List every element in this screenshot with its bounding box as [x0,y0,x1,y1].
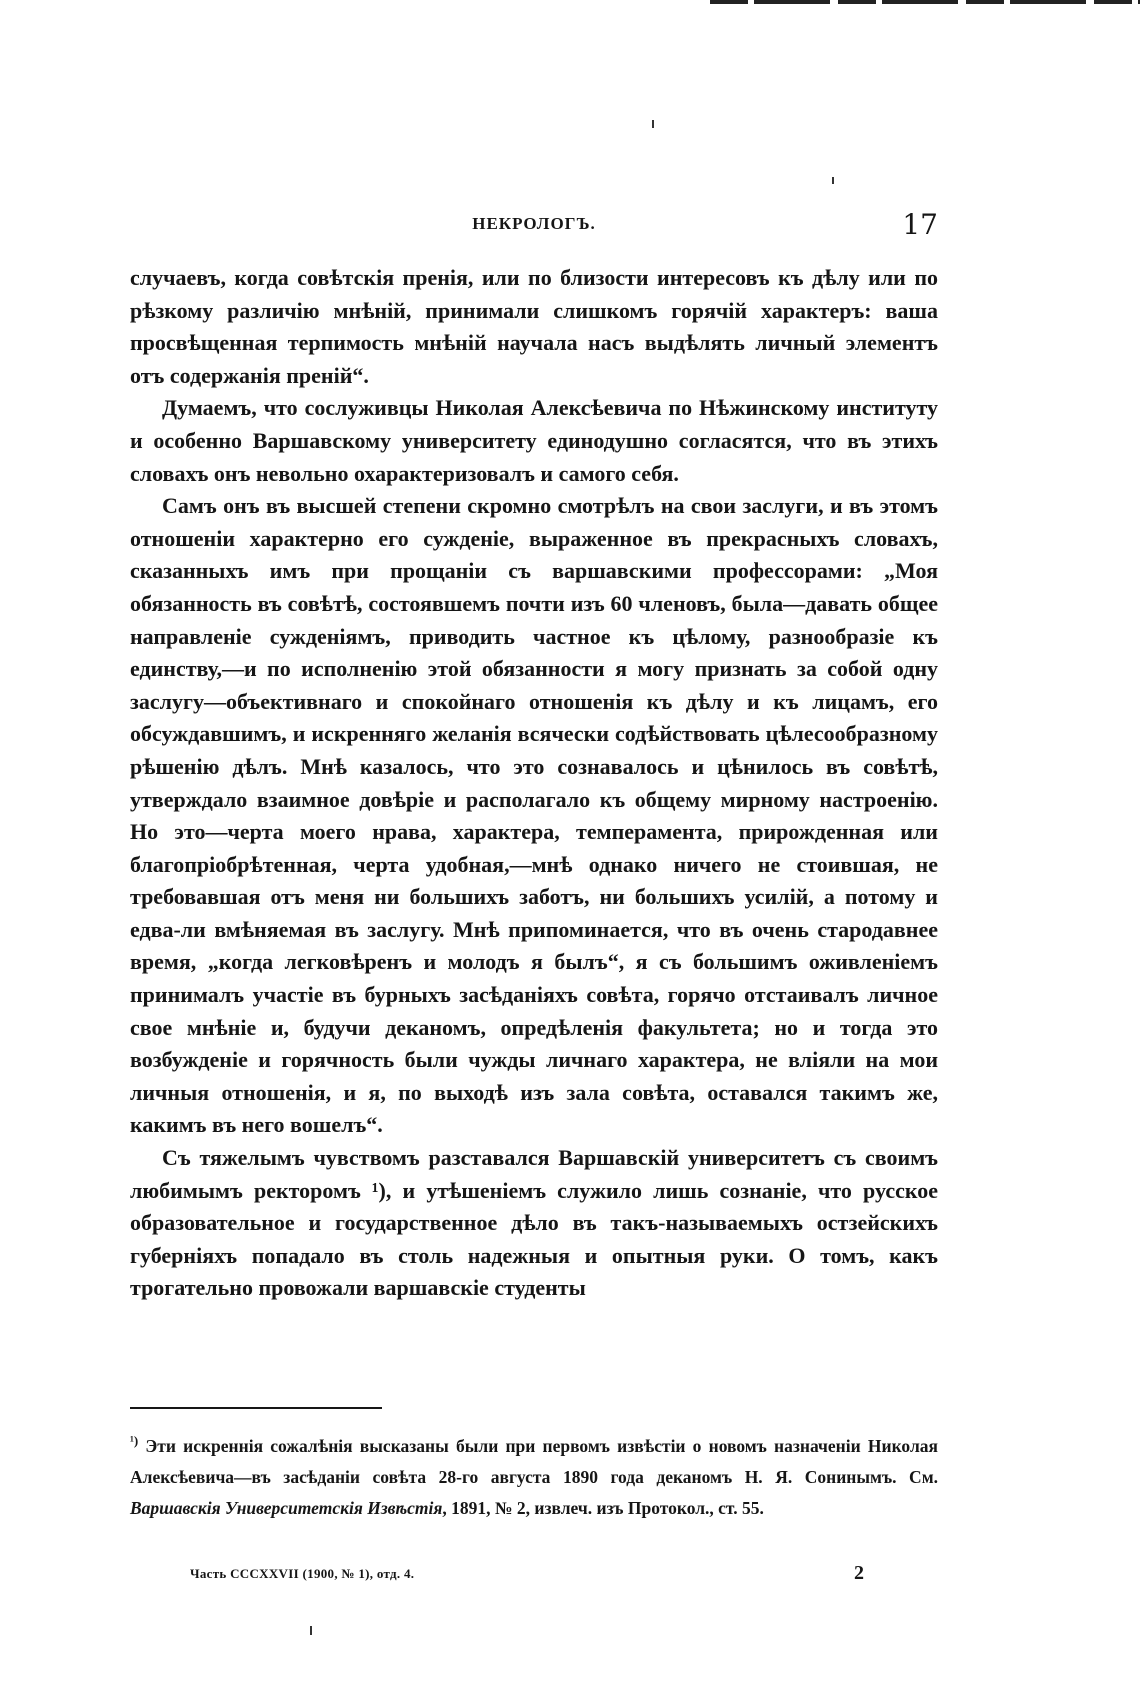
paragraph-1: случаевъ, когда совѣтскія пренія, или по близости интересовъ къ дѣлу или по рѣзкому различію мнѣній, принимали слишкомъ горячій характеръ: ваша просвѣщенная терпимость мнѣній научала насъ выдѣлять личный элементъ отъ содержанія преній“. [130,265,938,388]
footnote-text-end: , 1891, № 2, извлеч. изъ Протокол., ст. 55. [442,1498,764,1518]
paragraph-2: Думаемъ, что сослуживцы Николая Алексѣевича по Нѣжинскому институту и особенно Варшавскому университету единодушно согласятся, что въ этихъ словахъ онъ невольно охарактеризовалъ и самого себя. [130,395,938,486]
signature-line: Часть CCCXXVII (1900, № 1), отд. 4. [190,1566,415,1581]
scan-speck [310,1626,312,1635]
footnote [130,1431,938,1524]
paragraph-3: Самъ онъ въ высшей степени скромно смотрѣлъ на свои заслуги, и въ этомъ отношеніи характерно его сужденіе, выраженное въ прекрасныхъ словахъ, сказанныхъ имъ при прощаніи съ варшавскими профессорами: „Моя обязанность въ совѣтѣ, состоявшемъ почти изъ 60 членовъ, была—давать общее направленіе сужденіямъ, приводить частное къ цѣлому, разнообразіе къ единству,—и по исполненію этой обязанности я могу признать за собой одну заслугу—объективнаго и спокойнаго отношенія къ дѣлу и къ лицамъ, его обсуждавшимъ, и искренняго желанія всячески содѣйствовать цѣлесообразному рѣшенію дѣлъ. Мнѣ казалось, что это сознавалось и цѣнилось въ совѣтѣ, утверждало взаимное довѣріе и располагало къ общему мирному настроенію. Но это—черта моего нрава, характера, темперамента, прирожденная или благопріобрѣтенная, черта удобная,—мнѣ однако ничего не стоившая, не требовавшая отъ меня ни большихъ заботъ, ни большихъ усилій, а потому и едва-ли вмѣняемая въ заслугу. Мнѣ припоминается, что въ очень стародавнее время, „когда легковѣренъ и молодъ я былъ“, я съ большимъ оживленіемъ принималъ участіе въ бурныхъ засѣданіяхъ совѣта, горячо отстаивалъ личное свое мнѣніе и, будучи деканомъ, опредѣленія факультета; но и тогда это возбужденіе и горячность были чужды личнаго характера, не вліяли на мои личныя отношенія, и я, по выходѣ изъ зала совѣта, оставался такимъ же, какимъ въ него вошелъ“. [130,493,938,1138]
paragraph-4: Съ тяжелымъ чувствомъ разставался Варшавскій университетъ съ своимъ любимымъ ректоромъ ¹), и утѣшеніемъ служило лишь сознаніе, что русское образовательное и государственное дѣло въ такъ-называемыхъ остзейскихъ губерніяхъ попадало въ столь надежныя и опытныя руки. О томъ, какъ трогательно провожали варшавскіе студенты [130,1145,938,1301]
sheet-number: 2 [854,1562,864,1584]
footnote-mark: ¹) [130,1433,139,1449]
scan-speck [652,120,654,128]
running-head [130,208,938,248]
page-footer [190,1562,950,1592]
scan-speck [832,177,834,184]
scan-edge-artifact [710,0,1140,4]
running-title: НЕКРОЛОГЪ. [472,214,596,233]
body-text [130,262,938,1305]
footnote-text: Эти искреннія сожалѣнія высказаны были при первомъ извѣстіи о новомъ назначеніи Николая Алексѣевича—въ засѣданіи совѣта 28-го августа 1890 года деканомъ Н. Я. Сонинымъ. См. [130,1436,938,1487]
page-number: 17 [902,208,938,241]
footnote-source: Варшавскія Университетскія Извѣстія [130,1498,443,1518]
footnote-rule [130,1407,382,1409]
